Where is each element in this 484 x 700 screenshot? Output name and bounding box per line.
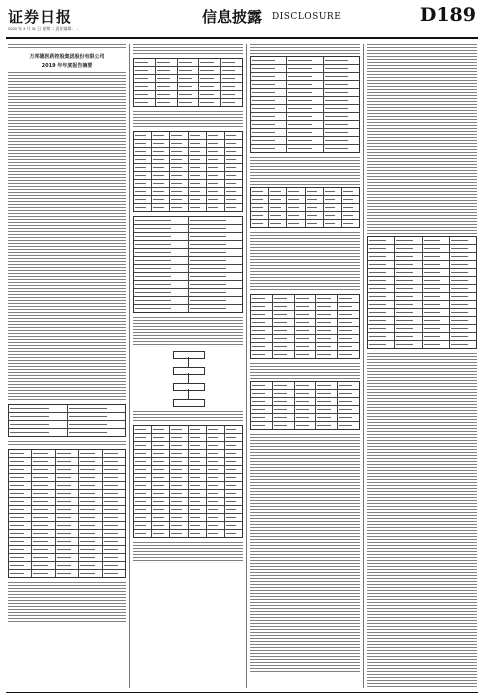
text-block xyxy=(367,44,477,234)
text-block xyxy=(8,44,126,50)
column-separator xyxy=(246,44,247,688)
data-table xyxy=(133,131,243,212)
text-block xyxy=(250,363,360,379)
section-subtitle: DISCLOSURE xyxy=(272,12,342,22)
data-table xyxy=(250,381,360,430)
footer-rule xyxy=(6,692,478,693)
article-report-title: 2019 年年度报告摘要 xyxy=(41,63,93,69)
page-number: D189 xyxy=(419,4,476,26)
data-table xyxy=(8,404,126,437)
text-block xyxy=(133,317,243,347)
text-block xyxy=(8,441,126,447)
column-1 xyxy=(8,44,126,688)
text-block xyxy=(133,542,243,562)
ownership-diagram xyxy=(133,351,243,407)
newspaper-logo: 证券日报 xyxy=(8,8,73,26)
column-2 xyxy=(133,44,243,688)
column-separator xyxy=(129,44,130,688)
text-block xyxy=(250,157,360,185)
text-block xyxy=(133,44,243,56)
text-block xyxy=(8,582,126,622)
masthead-rule xyxy=(6,37,478,39)
text-block xyxy=(367,353,477,688)
text-block xyxy=(250,44,360,54)
data-table xyxy=(367,236,477,349)
data-table xyxy=(250,294,360,359)
column-separator xyxy=(363,44,364,688)
data-table xyxy=(250,187,360,228)
text-block xyxy=(250,434,360,674)
data-table xyxy=(133,58,243,107)
text-block xyxy=(133,111,243,129)
issue-meta-line: 2020 年 3 月 31 日 星期二 责任编辑：… xyxy=(8,26,80,31)
section-title: 信息披露 xyxy=(202,8,263,26)
text-block xyxy=(250,232,360,292)
text-block xyxy=(8,72,126,402)
text-block xyxy=(133,411,243,423)
data-table xyxy=(250,56,360,153)
column-3 xyxy=(250,44,360,688)
column-4 xyxy=(367,44,477,688)
data-table xyxy=(133,216,243,313)
article-company-title: 万邦德医药控股集团股份有限公司 xyxy=(29,54,105,60)
data-table xyxy=(8,449,126,578)
masthead xyxy=(0,0,484,40)
data-table xyxy=(133,425,243,538)
